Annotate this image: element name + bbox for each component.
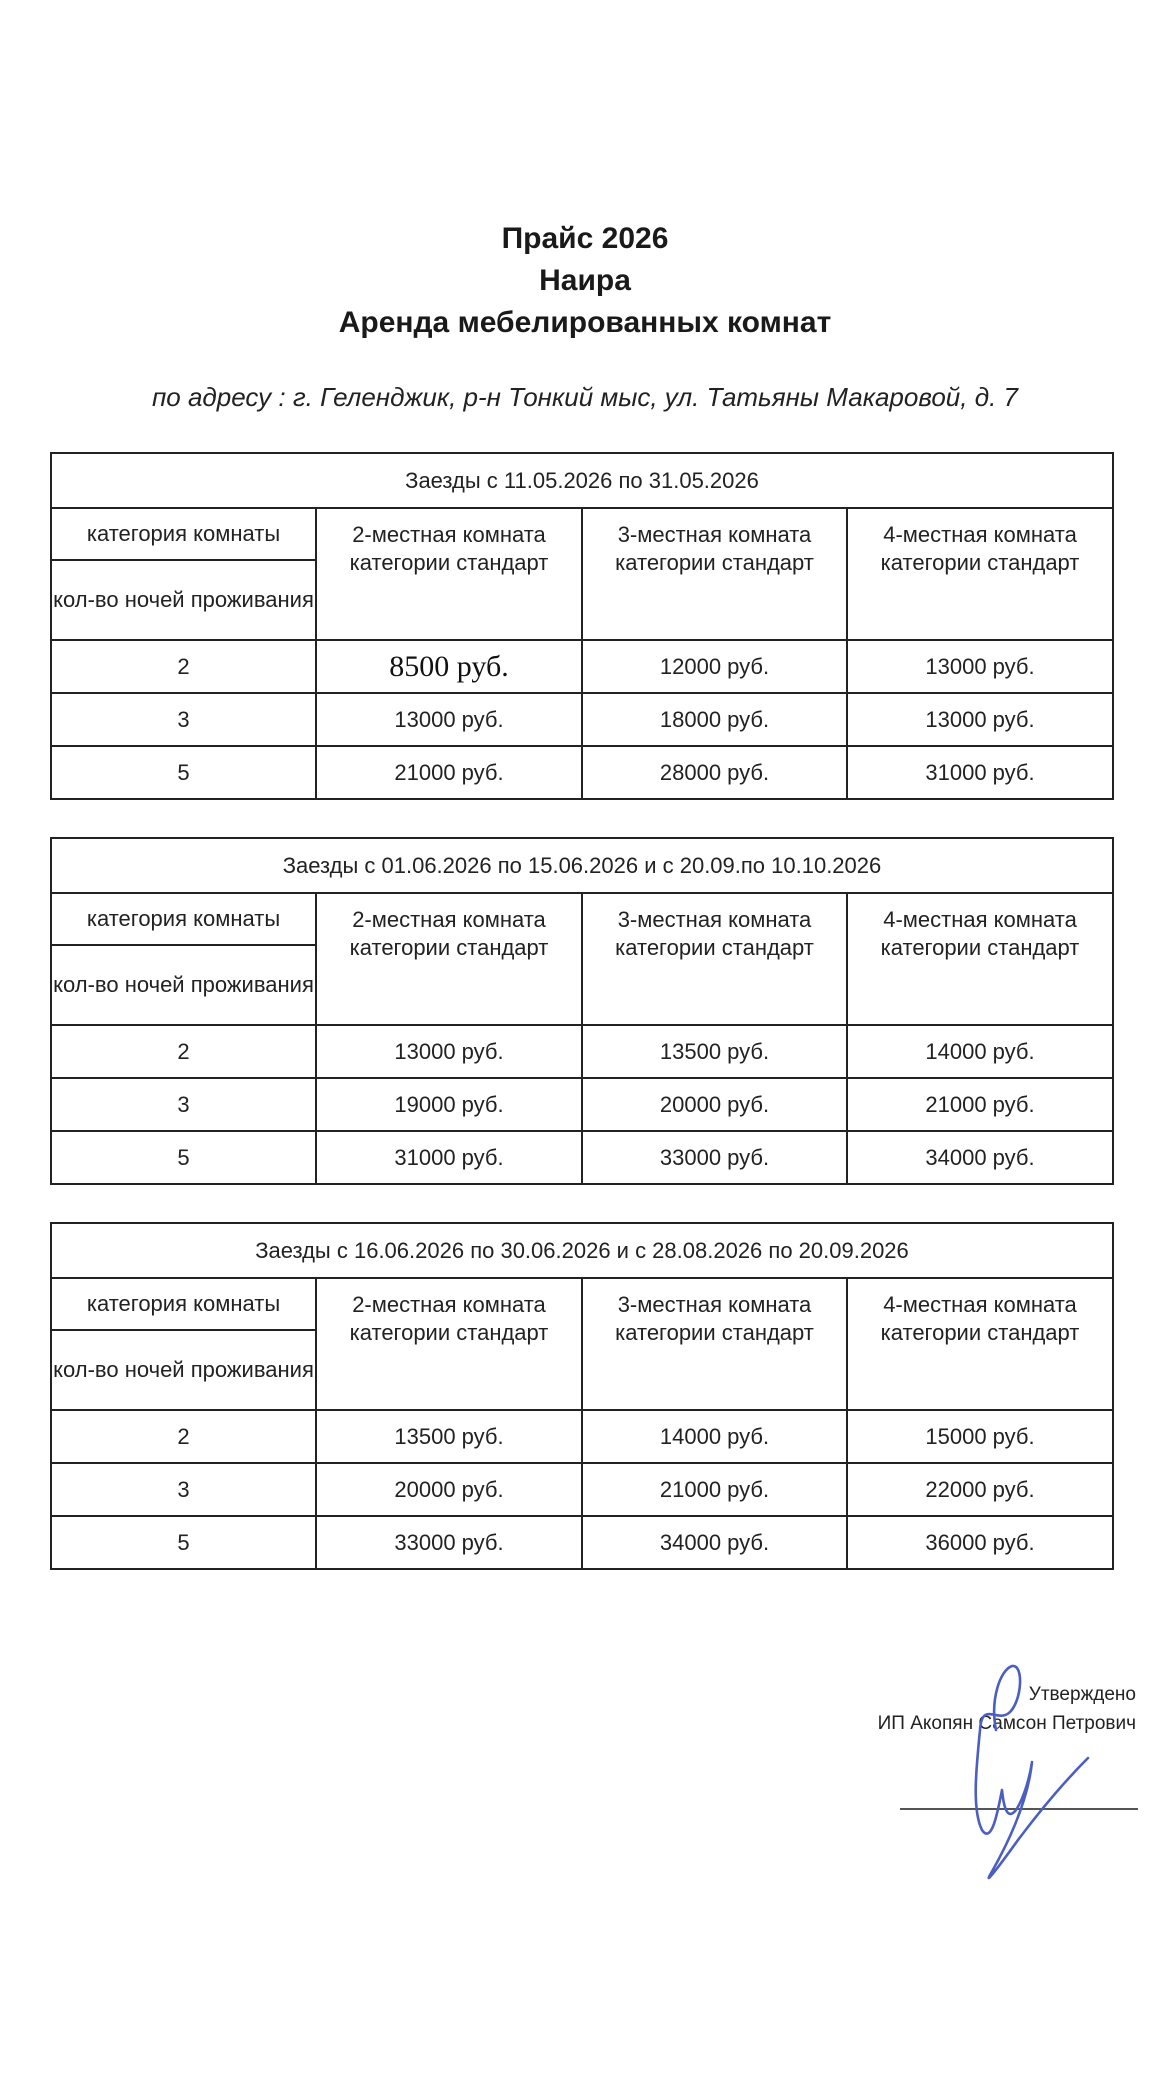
business-name: Наира — [539, 264, 631, 297]
signature-icon — [960, 1660, 1120, 1890]
table-row — [51, 1463, 1113, 1516]
page-subtitle: Аренда мебелированных комнат — [338, 306, 832, 339]
price-cell: 33000 руб. — [316, 1516, 582, 1569]
price-cell: 21000 руб. — [847, 1078, 1113, 1131]
price-cell: 15000 руб. — [847, 1410, 1113, 1463]
price-cell: 19000 руб. — [316, 1078, 582, 1131]
price-cell: 13000 руб. — [847, 640, 1113, 693]
nights-cell: 5 — [51, 1516, 316, 1569]
table-row — [51, 1410, 1113, 1463]
nights-cell: 5 — [51, 1131, 316, 1184]
table-row — [51, 1025, 1113, 1078]
table-row — [51, 1078, 1113, 1131]
price-table — [50, 837, 1114, 1185]
price-cell: 36000 руб. — [847, 1516, 1113, 1569]
price-cell: 22000 руб. — [847, 1463, 1113, 1516]
nights-cell: 3 — [51, 693, 316, 746]
category-label: категория комнаты — [51, 508, 316, 560]
price-cell: 33000 руб. — [582, 1131, 847, 1184]
nights-cell: 2 — [51, 1025, 316, 1078]
nights-cell: 3 — [51, 1078, 316, 1131]
table-row — [51, 1516, 1113, 1569]
category-label: категория комнаты — [51, 893, 316, 945]
period-header: Заезды с 11.05.2026 по 31.05.2026 — [51, 453, 1113, 508]
room-header-4: 4-местная комната категории стандарт — [847, 508, 1113, 640]
signatory-name: ИП Акопян Самсон Петрович — [877, 1713, 1136, 1734]
nights-label: кол-во ночей проживания — [51, 1330, 316, 1410]
document-header — [0, 218, 1170, 344]
room-header-2: 2-местная комната категории стандарт — [316, 1278, 582, 1410]
room-header-3: 3-местная комната категории стандарт — [582, 893, 847, 1025]
price-cell: 18000 руб. — [582, 693, 847, 746]
nights-label: кол-во ночей проживания — [51, 945, 316, 1025]
nights-cell: 2 — [51, 640, 316, 693]
price-cell: 13500 руб. — [582, 1025, 847, 1078]
price-cell: 34000 руб. — [582, 1516, 847, 1569]
signature-stroke — [976, 1666, 1088, 1878]
price-cell: 13000 руб. — [316, 1025, 582, 1078]
price-cell: 28000 руб. — [582, 746, 847, 799]
nights-label: кол-во ночей проживания — [51, 560, 316, 640]
price-cell: 20000 руб. — [582, 1078, 847, 1131]
table-row — [51, 1131, 1113, 1184]
price-table — [50, 1222, 1114, 1570]
table-row — [51, 640, 1113, 693]
price-cell: 21000 руб. — [582, 1463, 847, 1516]
room-header-4: 4-местная комната категории стандарт — [847, 1278, 1113, 1410]
room-header-3: 3-местная комната категории стандарт — [582, 1278, 847, 1410]
nights-cell: 2 — [51, 1410, 316, 1463]
price-cell: 31000 руб. — [847, 746, 1113, 799]
price-cell: 14000 руб. — [847, 1025, 1113, 1078]
nights-cell: 5 — [51, 746, 316, 799]
room-header-3: 3-местная комната категории стандарт — [582, 508, 847, 640]
price-cell: 13000 руб. — [316, 693, 582, 746]
price-cell: 20000 руб. — [316, 1463, 582, 1516]
price-cell: 21000 руб. — [316, 746, 582, 799]
price-cell: 13000 руб. — [847, 693, 1113, 746]
room-header-2: 2-местная комната категории стандарт — [316, 508, 582, 640]
table-row — [51, 746, 1113, 799]
price-cell: 8500 руб. — [316, 640, 582, 693]
page-title: Прайс 2026 — [501, 222, 669, 255]
period-header: Заезды с 16.06.2026 по 30.06.2026 и с 28.08.2026 по 20.09.2026 — [51, 1223, 1113, 1278]
price-cell: 14000 руб. — [582, 1410, 847, 1463]
address-line: по адресу : г. Геленджик, р-н Тонкий мыс, ул. Татьяны Макаровой, д. 7 — [151, 382, 1018, 412]
nights-cell: 3 — [51, 1463, 316, 1516]
price-cell: 12000 руб. — [582, 640, 847, 693]
price-cell: 13500 руб. — [316, 1410, 582, 1463]
room-header-4: 4-местная комната категории стандарт — [847, 893, 1113, 1025]
room-header-2: 2-местная комната категории стандарт — [316, 893, 582, 1025]
period-header: Заезды с 01.06.2026 по 15.06.2026 и с 20.09.по 10.10.2026 — [51, 838, 1113, 893]
price-table — [50, 452, 1114, 800]
category-label: категория комнаты — [51, 1278, 316, 1330]
price-cell: 34000 руб. — [847, 1131, 1113, 1184]
price-cell: 31000 руб. — [316, 1131, 582, 1184]
table-row — [51, 693, 1113, 746]
approval-label: Утверждено — [1028, 1684, 1136, 1705]
